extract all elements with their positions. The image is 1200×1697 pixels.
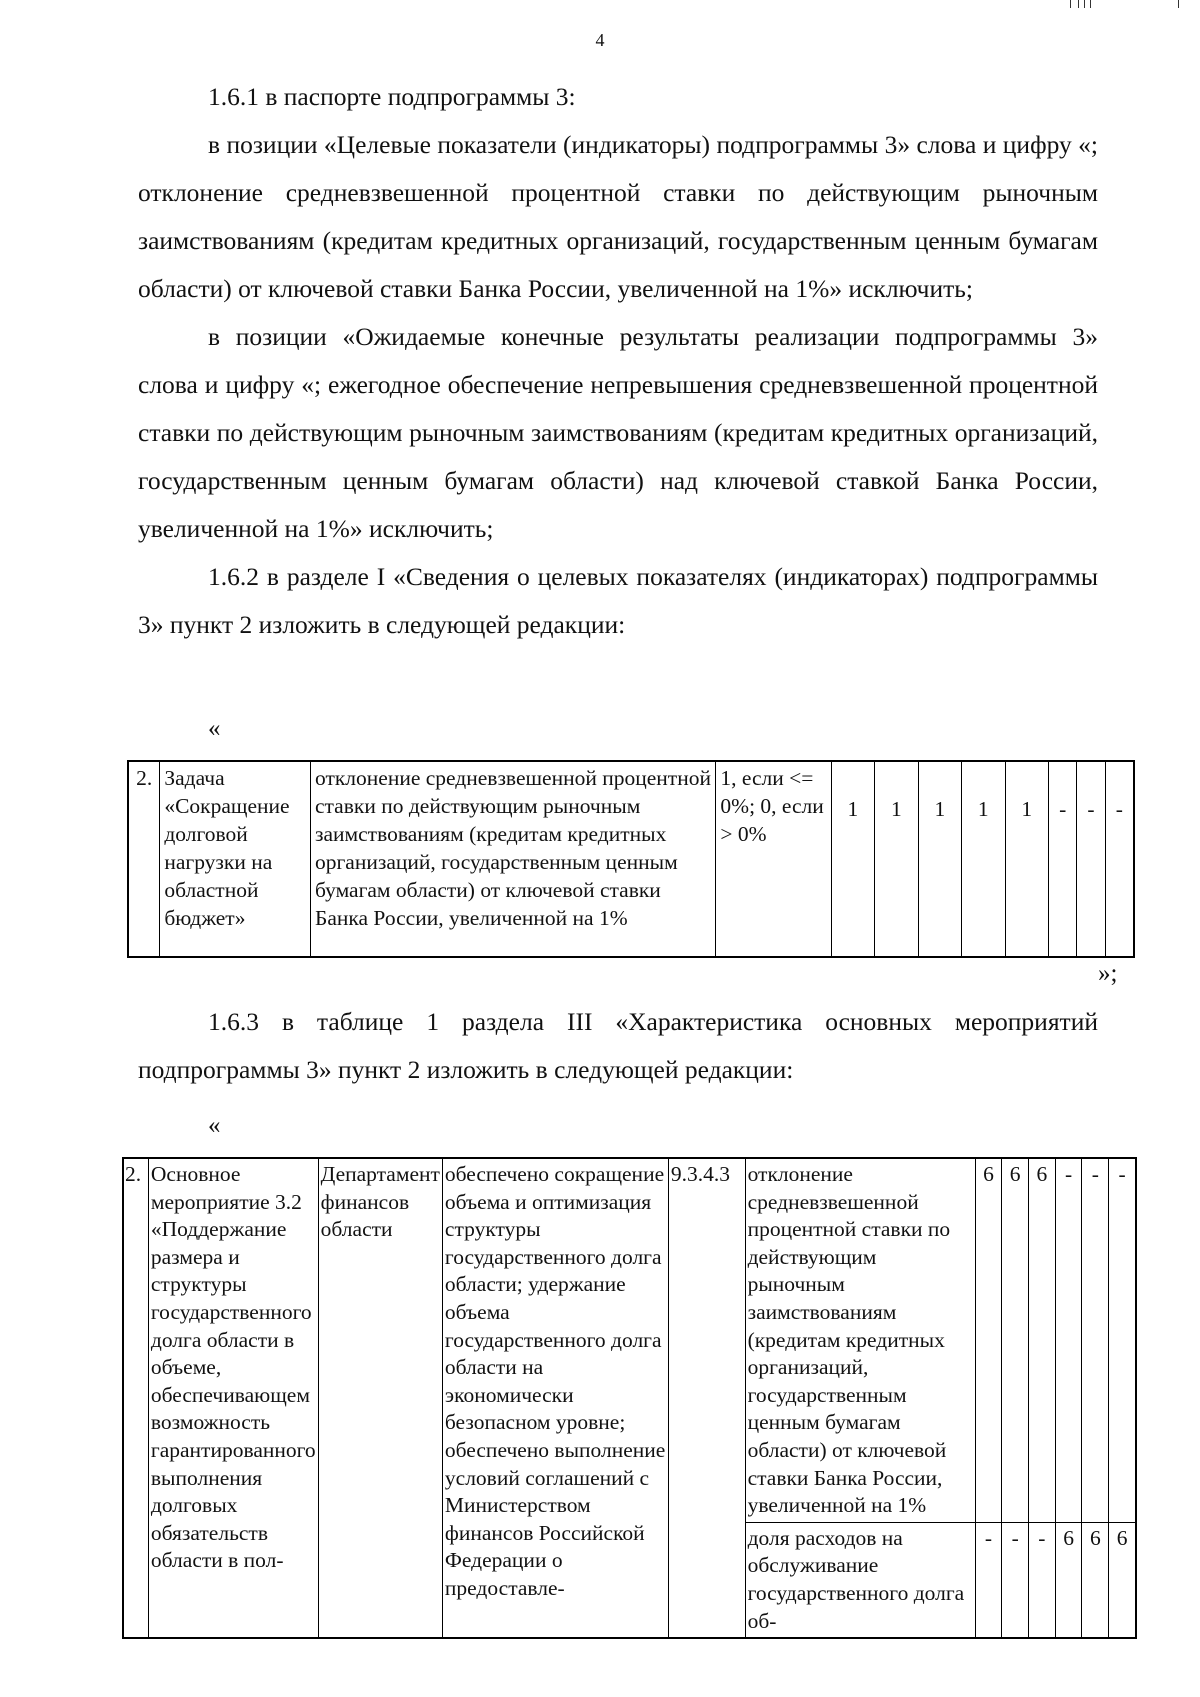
paragraph-1-6-3: 1.6.3 в таблице 1 раздела III «Характеристика основных мероприятий подпрограммы 3» пункт 2 изложить в следующей редакции: (138, 1007, 1098, 1084)
row-number: 2. (128, 761, 160, 957)
value-cell: 6 (1055, 1522, 1082, 1638)
activities-table (122, 1157, 1137, 1639)
indicator-2-cell: доля расходов на обслуживание государственного долга об- (745, 1522, 975, 1638)
value-cell: - (975, 1522, 1002, 1638)
value-cell: - (1029, 1522, 1056, 1638)
value-cell: 1 (962, 761, 1005, 957)
row-number: 2. (123, 1158, 148, 1638)
value-cell: 1 (918, 761, 961, 957)
indicator-cell: отклонение средневзвешенной процентной ставки по действующим рыночным заимствованиям (кредитам кредитных организаций, государственным ценным бумагам области) от ключевой ставки Банка России, увеличенной на 1% (310, 761, 715, 957)
value-cell: 6 (975, 1158, 1002, 1522)
open-quote-2: « (208, 1112, 221, 1139)
value-cell: - (1109, 1158, 1136, 1522)
value-cell: 6 (1082, 1522, 1109, 1638)
paragraph-1-6-2: 1.6.2 в разделе I «Сведения о целевых показателях (индикаторах) подпрограммы 3» пункт 2 изложить в следующей редакции: (138, 562, 1098, 639)
activity-cell: Основное мероприятие 3.2 «Поддержание размера и структуры государственного долга области в объеме, обеспечивающем возможность гарантированного выполнения долговых обязательств области в пол- (148, 1158, 318, 1638)
value-cell: 6 (1002, 1158, 1029, 1522)
paragraph-target-indicators: в позиции «Целевые показатели (индикаторы) подпрограммы 3» слова и цифру «; отклонение средневзвешенной процентной ставки по действующим рыночным заимствованиям (кредитам кредитных организаций, государственным ценным бумагам области) от ключевой ставки Банка России, увеличенной на 1%» исключить; (138, 130, 1098, 303)
paragraph-1-6-1: 1.6.1 в паспорте подпрограммы 3: (208, 82, 576, 111)
value-cell: - (1055, 1158, 1082, 1522)
value-cell: 6 (1109, 1522, 1136, 1638)
close-quote: »; (1098, 960, 1118, 987)
value-cell: 1 (875, 761, 918, 957)
page-number: 4 (595, 30, 605, 50)
scan-edge-marks (1070, 0, 1190, 10)
body-text-middle (138, 998, 1098, 1094)
value-cell: - (1049, 761, 1077, 957)
value-cell: 6 (1029, 1158, 1056, 1522)
result-cell: обеспечено сокращение объема и оптимизация структуры государственного долга области; удержание объема государственного долга области на экономически безопасном уровне; обеспечено выполнение условий соглашений с Министерством финансов Российской Федерации о предоставле- (442, 1158, 668, 1638)
task-cell: Задача «Сокращение долговой нагрузки на областной бюджет» (160, 761, 311, 957)
open-quote-1: « (208, 715, 221, 742)
indicator-table (127, 760, 1135, 958)
value-cell: - (1002, 1522, 1029, 1638)
value-cell: - (1077, 761, 1105, 957)
body-text-top (138, 73, 1098, 649)
value-cell: - (1082, 1158, 1109, 1522)
value-cell: - (1105, 761, 1134, 957)
value-cell: 1 (831, 761, 874, 957)
unit-cell: 1, если <= 0%; 0, если > 0% (716, 761, 831, 957)
indicator-1-cell: отклонение средневзвешенной процентной ставки по действующим рыночным заимствованиям (кредитам кредитных организаций, государственным ценным бумагам области) от ключевой ставки Банка России, увеличенной на 1% (745, 1158, 975, 1522)
executor-cell: Департамент финансов области (318, 1158, 442, 1638)
paragraph-expected-results: в позиции «Ожидаемые конечные результаты реализации подпрограммы 3» слова и цифру «; ежегодное обеспечение непревышения средневзвешенной процентной ставки по действующим рыночным заимствованиям (кредитам кредитных организаций, государственным ценным бумагам области) над ключевой ставкой Банка России, увеличенной на 1%» исключить; (138, 322, 1098, 543)
code-cell: 9.3.4.3 (668, 1158, 745, 1638)
value-cell: 1 (1005, 761, 1048, 957)
